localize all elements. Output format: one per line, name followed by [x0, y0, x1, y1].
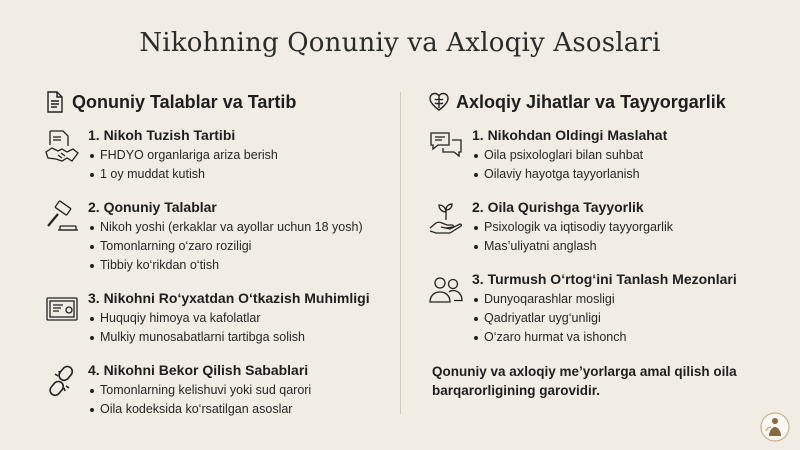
list-item: Tomonlarning kelishuvi yoki sud qarori — [88, 381, 394, 400]
legal-section-3 — [44, 289, 394, 347]
section-title: 4. Nikohni Bekor Qilish Sabablari — [88, 362, 309, 378]
section-title: 1. Nikoh Tuzish Tartibi — [88, 127, 236, 143]
certificate-icon — [44, 291, 80, 327]
list-item: Psixologik va iqtisodiy tayyorgarlik — [472, 218, 778, 237]
broken-chain-icon — [44, 363, 80, 399]
legal-section-1 — [44, 126, 394, 184]
gavel-icon — [44, 200, 80, 236]
list-item: Tomonlarning o‘zaro roziligi — [88, 237, 394, 256]
handshake-document-icon — [44, 128, 80, 164]
legal-section-2 — [44, 198, 394, 275]
legal-section-4 — [44, 361, 394, 419]
list-item: Qadriyatlar uyg‘unligi — [472, 309, 778, 328]
section-title: 3. Nikohni Ro‘yxatdan O‘tkazish Muhimligi — [88, 290, 370, 306]
ethics-column-heading: Axloqiy Jihatlar va Tayyorgarlik — [428, 90, 778, 114]
ethics-column — [428, 90, 778, 361]
list-item: Oilaviy hayotga tayyorlanish — [472, 165, 778, 184]
list-item: Mas’uliyatni anglash — [472, 237, 778, 256]
list-item: Mulkiy munosabatlarni tartibga solish — [88, 328, 394, 347]
page-title: Nikohning Qonuniy va Axloqiy Asoslari — [139, 28, 661, 58]
chat-bubbles-icon — [428, 128, 464, 164]
column-divider — [400, 92, 401, 414]
section-title: 2. Qonuniy Talablar — [88, 199, 217, 215]
list-item: Nikoh yoshi (erkaklar va ayollar uchun 18 yosh) — [88, 218, 394, 237]
list-item: Oila psixologlari bilan suhbat — [472, 146, 778, 165]
list-item: Huquqiy himoya va kafolatlar — [88, 309, 394, 328]
heart-brain-icon — [428, 90, 450, 114]
list-item: FHDYO organlariga ariza berish — [88, 146, 394, 165]
list-item: Dunyoqarashlar mosligi — [472, 290, 778, 309]
logo-icon — [760, 412, 790, 442]
list-item: 1 oy muddat kutish — [88, 165, 394, 184]
conclusion-text: Qonuniy va axloqiy me’yorlarga amal qilish oila barqarorligining garovidir. — [432, 364, 737, 398]
section-title: 3. Turmush O‘rtog‘ini Tanlash Mezonlari — [472, 271, 737, 287]
people-icon — [428, 272, 464, 308]
section-title: 2. Oila Qurishga Tayyorlik — [472, 199, 644, 215]
ethics-section-1 — [428, 126, 778, 184]
hand-sprout-icon — [428, 200, 464, 236]
ethics-section-3 — [428, 270, 778, 347]
document-icon — [44, 90, 66, 114]
legal-column-heading: Qonuniy Talablar va Tartib — [44, 90, 394, 114]
list-item: Oila kodeksida ko‘rsatilgan asoslar — [88, 400, 394, 419]
ethics-section-2 — [428, 198, 778, 256]
legal-column — [44, 90, 394, 433]
list-item: Tibbiy ko‘rikdan o‘tish — [88, 256, 394, 275]
list-item: O‘zaro hurmat va ishonch — [472, 328, 778, 347]
section-title: 1. Nikohdan Oldingi Maslahat — [472, 127, 668, 143]
